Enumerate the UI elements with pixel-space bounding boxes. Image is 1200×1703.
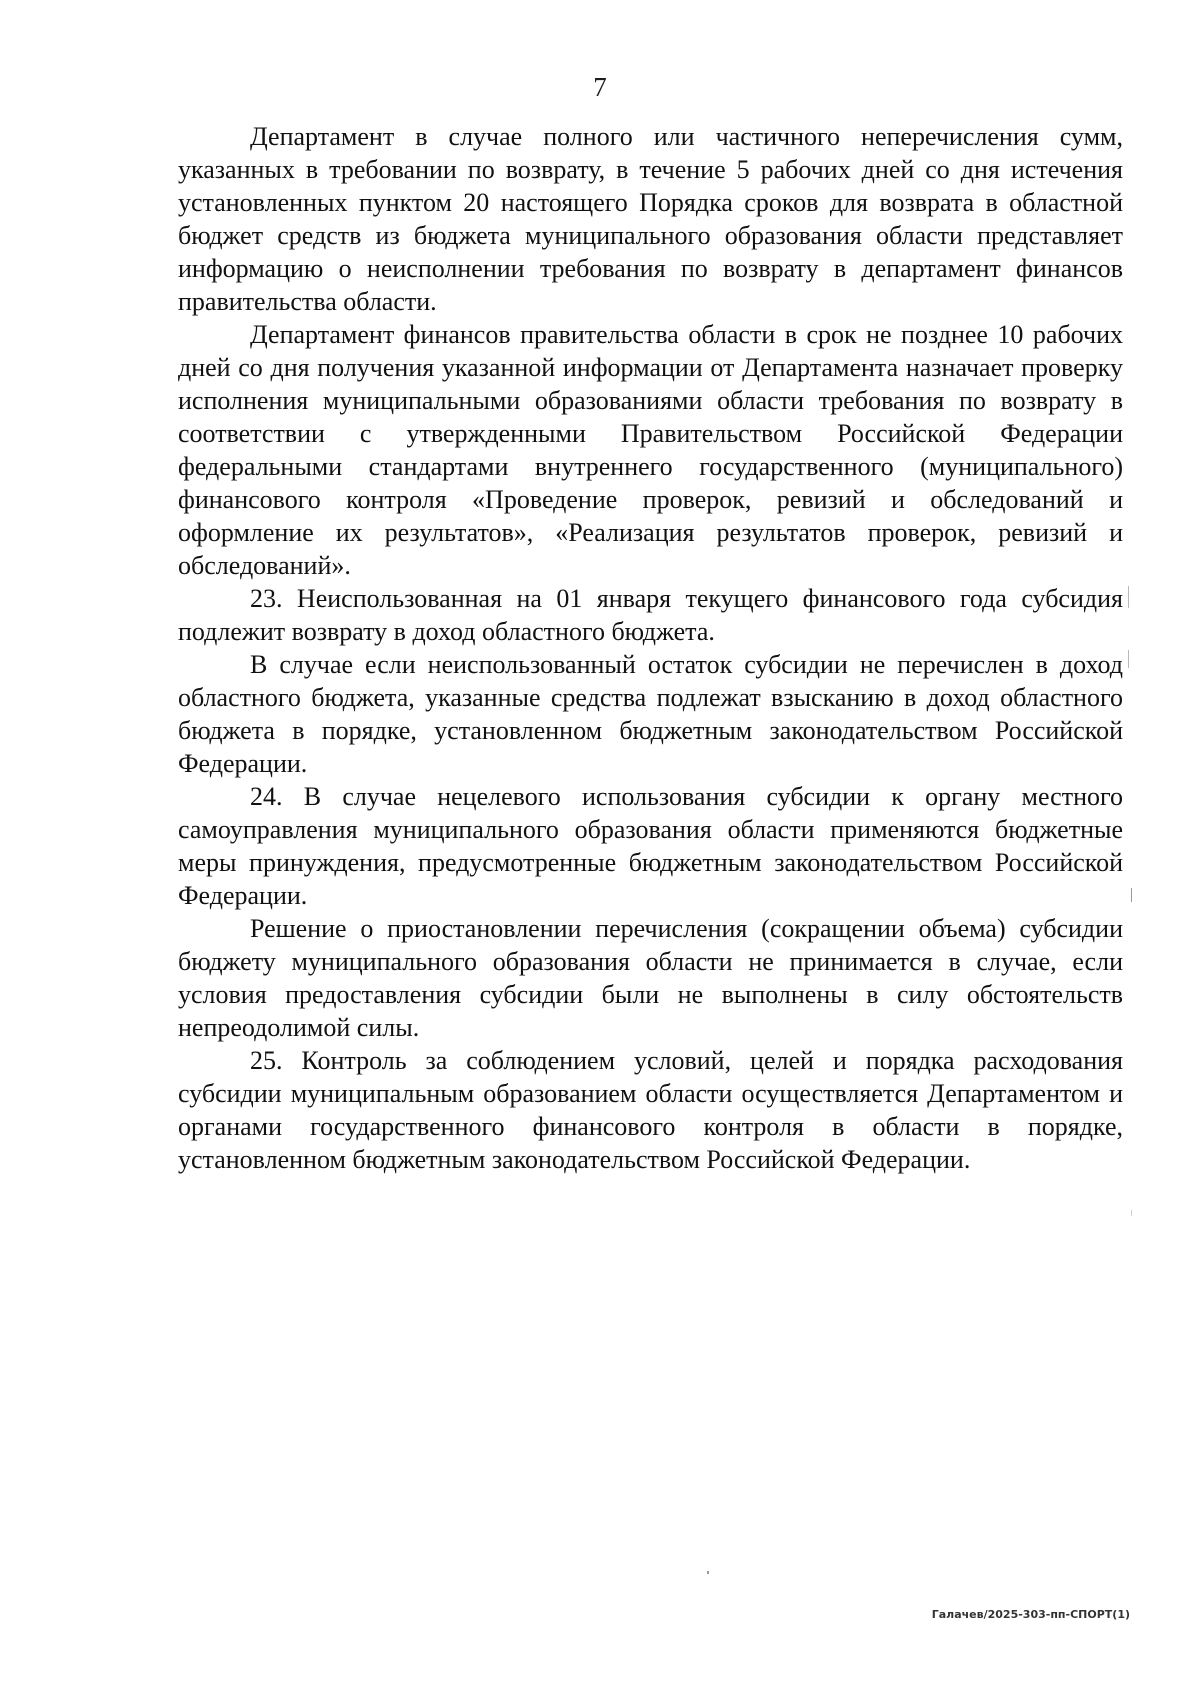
document-body <box>178 120 1123 1176</box>
scan-artifact-mark <box>707 1571 709 1574</box>
scan-artifact-mark <box>1128 650 1129 668</box>
document-footer-code: Галачев/2025-303-пп-СПОРТ(1) <box>931 1608 1130 1621</box>
scan-artifact-mark <box>1128 586 1129 608</box>
paragraph-refund-info: Департамент в случае полного или частичного неперечисления сумм, указанных в требовании по возврату, в течение 5 рабочих дней со дня истечения установленных пунктом 20 настоящего Порядка сроков для возврата в областной бюджет средств из бюджета муниципального образования области представляет информацию о неисполнении требования по возврату в департамент финансов правительства области. <box>178 122 1123 316</box>
paragraph-clause-23: 23. Неиспользованная на 01 января текущего финансового года субсидия подлежит возврату в доход областного бюджета. <box>178 584 1123 646</box>
paragraph-suspension-decision: Решение о приостановлении перечисления (сокращении объема) субсидии бюджету муниципального образования области не принимается в случае, если условия предоставления субсидии были не выполнены в силу обстоятельств непреодолимой силы. <box>178 914 1123 1042</box>
paragraph-finance-inspection: Департамент финансов правительства области в срок не позднее 10 рабочих дней со дня получения указанной информации от Департамента назначает проверку исполнения муниципальными образованиями области требования по возврату в соответствии с утвержденными Правительством Российской Федерации федеральными стандартами внутреннего государственного (муниципального) финансового контроля «Проведение проверок, ревизий и обследований и оформление их результатов», «Реализация результатов проверок, ревизий и обследований». <box>178 320 1123 580</box>
scan-artifact-mark <box>1131 888 1132 902</box>
paragraph-unused-balance: В случае если неиспользованный остаток субсидии не перечислен в доход областного бюджета, указанные средства подлежат взысканию в доход областного бюджета в порядке, установленном бюджетным законодательством Российской Федерации. <box>178 650 1123 778</box>
paragraph-clause-24: 24. В случае нецелевого использования субсидии к органу местного самоуправления муниципального образования области применяются бюджетные меры принуждения, предусмотренные бюджетным законодательством Российской Федерации. <box>178 782 1123 910</box>
paragraph-clause-25: 25. Контроль за соблюдением условий, целей и порядка расходования субсидии муниципальным образованием области осуществляется Департаментом и органами государственного финансового контроля в области в порядке, установленном бюджетным законодательством Российской Федерации. <box>178 1046 1123 1174</box>
page-number: 7 <box>593 72 607 102</box>
scan-artifact-mark <box>1131 1210 1132 1216</box>
